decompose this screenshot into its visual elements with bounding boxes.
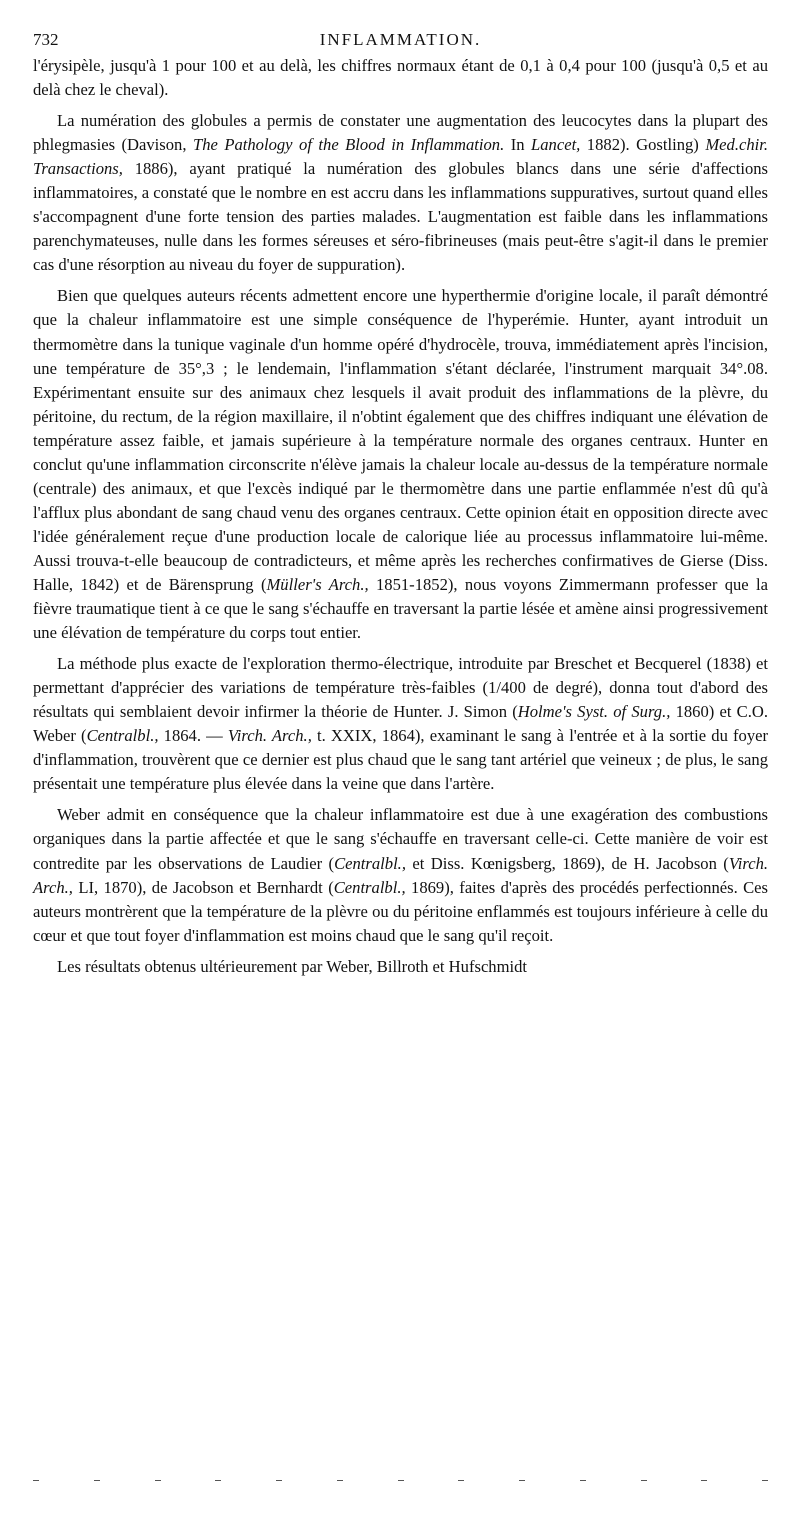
italic-citation: The Pathology of the Blood in Inflammation. (192, 135, 505, 155)
footer-dash (519, 1480, 525, 1481)
italic-citation: Centralbl., (333, 877, 406, 897)
text-run: t. XXIX, 1864), examinant le sang à l'entrée et à la sortie du foyer d'inflammation, trouvèrent que ce dernier est plus chaud que le sang tant artériel que veineux ; de plus, le sang présentait une température plus élevée dans la veine que dans l'artère. (33, 726, 769, 794)
document-body (33, 54, 768, 979)
text-run: Bien que quelques auteurs récents admettent encore une hyperthermie d'origine locale, il paraît démontré que la chaleur inflammatoire est une simple conséquence de l'hyperémie. Hunter, ayant introduit un thermomètre dans la tunique vaginale d'un homme opéré d'hydrocèle, trouva, immédiatement après l'incision, une température de 35°,3 ; le lendemain, l'inflammation s'étant déclarée, l'instrument marquait 34°.08. Expérimentant ensuite sur des animaux chez lesquels il avait produit des inflammations de la plèvre, du péritoine, du rectum, de la région maxillaire, il n'obtint également que des chiffres indiquant une élévation de température assez faible, et jamais supérieure à la température normale des organes centraux. Hunter en conclut qu'une inflammation circonscrite n'élève jamais la chaleur locale au-dessus de la température normale (centrale) des animaux, et que l'excès indiqué par le thermomètre dans une partie enflammée n'est dû qu'à l'afflux plus abondant de sang chaud venu des organes centraux. Cette opinion était en opposition directe avec l'idée généralement reçue d'une production locale de calorique liée au processus inflammatoire lui-même. Aussi trouva-t-elle beaucoup de contradicteurs, et même après les recherches confirmatives de Gierse (Diss. Halle, 1842) et de Bärensprung ( (33, 286, 768, 594)
running-title: INFLAMMATION. (319, 30, 482, 49)
italic-citation: Virch. Arch., (33, 853, 769, 897)
italic-citation: Holme's Syst. of Surg., (517, 702, 671, 722)
footer-dash (580, 1480, 586, 1481)
footer-dash (762, 1480, 768, 1481)
paragraph-gap (33, 948, 768, 955)
text-run: 1886), ayant pratiqué la numération des globules blancs dans une série d'affections inflammatoires, a constaté que le nombre en est accru dans les inflammations suppuratives, surtout quand elles s'accompagnent d'une forte tension des parties malades. L'augmentation est faible dans les inflammations parenchymateuses, nulle dans les formes séreuses et séro-fibrineuses (mais peut-être s'agit-il dans le premier cas d'une résorption au niveau du foyer de suppuration). (33, 159, 768, 275)
text-run: Weber admit en conséquence que la chaleur inflammatoire est due à une exagération des combustions organiques dans la partie affectée et que le sang s'échauffe en traversant celle-ci. Cette manière de voir est contredite par les observations de Laudier ( (33, 805, 768, 873)
footer-dash (215, 1480, 221, 1481)
document-page (33, 30, 768, 979)
text-run: 1869), faites d'après des procédés perfectionnés. Ces auteurs montrèrent que la température de la plèvre ou du péritoine enflammés est toujours inférieure à celle du cœur et que tout foyer d'inflammation est moins chaud que le sang qu'il reçoit. (33, 877, 768, 945)
paragraph-gap (33, 102, 768, 109)
page-number: 732 (33, 30, 59, 49)
text-run: La numération des globules a permis de constater une augmentation des leucocytes dans la plupart des phlegmasies (Davison, (33, 111, 768, 155)
text-run: 1882). Gostling) (580, 135, 706, 155)
paragraph (33, 54, 768, 102)
footer-dash (337, 1480, 343, 1481)
text-run: LI, 1870), de Jacobson et Bernhardt ( (72, 877, 334, 897)
italic-citation: Lancet, (531, 135, 581, 155)
footer-dash (641, 1480, 647, 1481)
text-run: In (504, 135, 532, 155)
paragraph (33, 803, 768, 947)
text-run: 1851-1852), nous voyons Zimmermann professer que la fièvre traumatique tient à ce que le sang s'échauffe en traversant la partie lésée et amène ainsi progressivement une élévation de température du corps tout entier. (33, 574, 768, 643)
footer-dash (155, 1480, 161, 1481)
paragraph-gap (33, 645, 768, 652)
footer-dash (94, 1480, 100, 1481)
footer-dash (398, 1480, 404, 1481)
italic-citation: Centralbl., (334, 853, 406, 873)
paragraph-gap (33, 277, 768, 284)
text-run: 1860) et C.O. Weber ( (33, 702, 768, 746)
paragraph (33, 652, 768, 796)
page-header (33, 30, 768, 54)
paragraph (33, 955, 768, 979)
footer-dash (701, 1480, 707, 1481)
footer-dash (458, 1480, 464, 1481)
paragraph-gap (33, 796, 768, 803)
italic-citation: Med.chir. Transactions, (33, 135, 768, 179)
paragraph (33, 284, 768, 645)
footer-dash (276, 1480, 282, 1481)
page-footer-marks (33, 1480, 768, 1490)
paragraph (33, 109, 768, 277)
text-run: l'érysipèle, jusqu'à 1 pour 100 et au delà, les chiffres normaux étant de 0,1 à 0,4 pour 100 (jusqu'à 0,5 et au delà chez le cheval). (33, 56, 768, 100)
text-run: et Diss. Kœnigsberg, 1869), de H. Jacobson ( (405, 853, 729, 873)
italic-citation: Centralbl., (86, 726, 159, 746)
italic-citation: Müller's Arch., (266, 574, 369, 594)
italic-citation: Virch. Arch., (227, 726, 312, 746)
text-run: 1864. — (158, 726, 228, 746)
footer-dash (33, 1480, 39, 1481)
text-run: Les résultats obtenus ultérieurement par Weber, Billroth et Hufschmidt (57, 956, 528, 976)
text-run: La méthode plus exacte de l'exploration thermo-électrique, introduite par Breschet et Becquerel (1838) et permettant d'apprécier des variations de température très-faibles (1/400 de degré), donna tout d'abord des résultats qui semblaient devoir infirmer la théorie de Hunter. J. Simon ( (33, 654, 768, 722)
